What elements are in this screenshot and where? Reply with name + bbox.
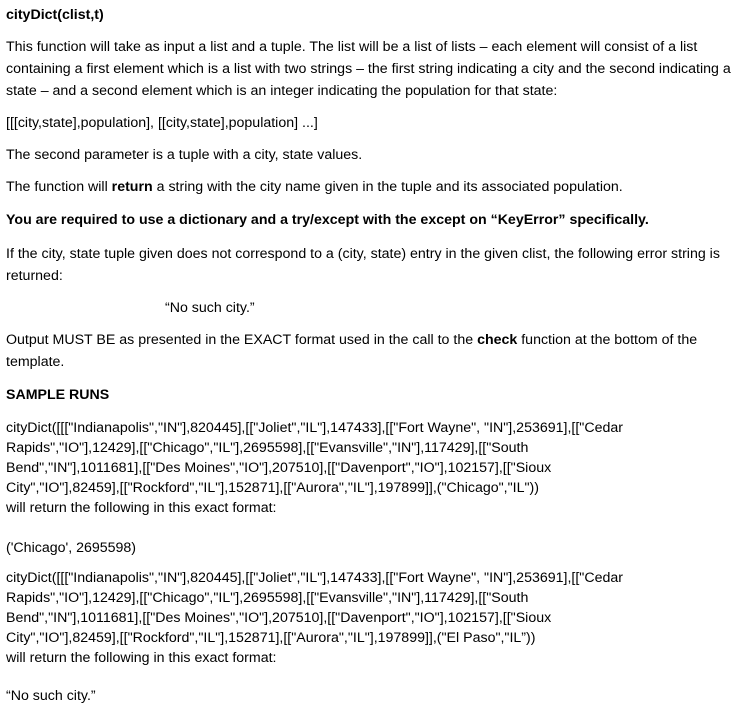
return-text-pre: The function will bbox=[6, 179, 112, 195]
output-paragraph bbox=[6, 329, 733, 373]
sample1-result: ('Chicago', 2695598) bbox=[6, 540, 137, 556]
sample-runs-heading: SAMPLE RUNS bbox=[6, 387, 110, 403]
requirement-paragraph: You are required to use a dictionary and a try/except with the except on “KeyError” specifically. bbox=[6, 212, 649, 228]
code-line: cityDict([[["Indianapolis","IN"],820445],[["Joliet","IL"],147433],[["Fort Wayne", "IN"],253691],[["Cedar bbox=[6, 420, 623, 436]
output-text-pre: Output MUST BE as presented in the EXACT format used in the call to the bbox=[6, 332, 478, 348]
sample2-call bbox=[6, 568, 733, 668]
code-line: Bend","IN"],1011681],[["Des Moines","IO"],207510],[["Davenport","IO"],102157],[["Sioux bbox=[6, 610, 552, 626]
sample1-call bbox=[6, 418, 733, 518]
return-text-post: a string with the city name given in the tuple and its associated population. bbox=[152, 179, 623, 195]
check-keyword: check bbox=[477, 332, 518, 348]
code-line: Rapids","IO"],12429],[["Chicago","IL"],2695598],[["Evansville","IN"],117429],[["South bbox=[6, 440, 529, 456]
will-return-line: will return the following in this exact format: bbox=[6, 650, 277, 666]
return-paragraph bbox=[6, 176, 733, 198]
code-line: Rapids","IO"],12429],[["Chicago","IL"],2695598],[["Evansville","IN"],117429],[["South bbox=[6, 590, 529, 606]
function-title: cityDict(clist,t) bbox=[6, 7, 104, 23]
code-line: Bend","IN"],1011681],[["Des Moines","IO"],207510],[["Davenport","IO"],102157],[["Sioux bbox=[6, 460, 552, 476]
error-string: “No such city.” bbox=[165, 300, 255, 316]
code-line: City","IO"],82459],[["Rockford","IL"],152871],[["Aurora","IL"],197899]],("Chicago","IL")) bbox=[6, 480, 539, 496]
output-text-post: function at the bottom of the template. bbox=[6, 332, 698, 370]
format-line: [[[city,state],population], [[city,state],population] ...] bbox=[6, 115, 318, 131]
code-line: City","IO"],82459],[["Rockford","IL"],152871],[["Aurora","IL"],197899]],("El Paso","IL”)) bbox=[6, 630, 536, 646]
second-param-paragraph: The second parameter is a tuple with a city, state values. bbox=[6, 147, 363, 163]
return-keyword: return bbox=[111, 179, 153, 195]
sample2-result: “No such city.” bbox=[6, 688, 96, 704]
will-return-line: will return the following in this exact format: bbox=[6, 500, 277, 516]
code-line: cityDict([[["Indianapolis","IN"],820445],[["Joliet","IL"],147433],[["Fort Wayne", "IN"],253691],[["Cedar bbox=[6, 570, 623, 586]
error-description: If the city, state tuple given does not correspond to a (city, state) entry in the given clist, the following error string is returned: bbox=[6, 246, 720, 284]
intro-paragraph: This function will take as input a list and a tuple. The list will be a list of lists – each element will consist of a list containing a first element which is a list with two strings – the first string indicating a city and the second indicating a state – and a second element which is an integer indicating the population for that state: bbox=[6, 39, 731, 99]
